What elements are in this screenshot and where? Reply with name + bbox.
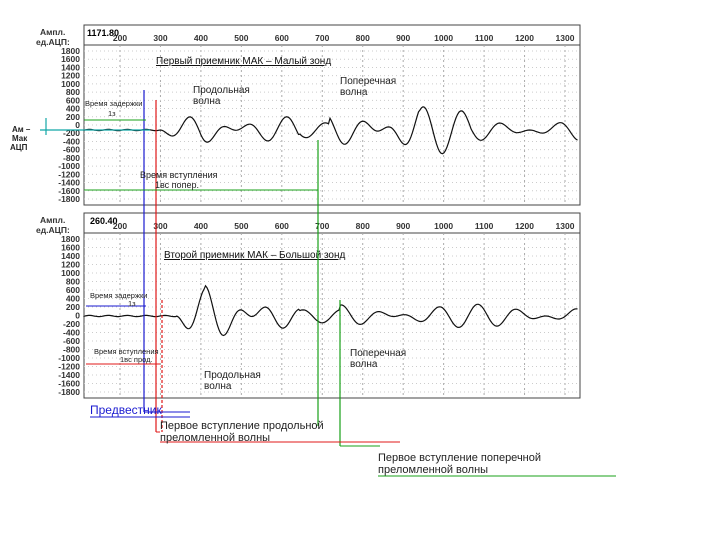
x-tick-label: 300	[153, 221, 168, 231]
y-tick-label: -1800	[58, 387, 80, 397]
y-tick-label: 200	[65, 302, 80, 312]
panel2-x-ticks	[113, 221, 575, 231]
y-tick-label: 1600	[61, 242, 80, 253]
y-tick-label: 1800	[61, 234, 80, 244]
panel1-y-ticks	[58, 46, 80, 204]
x-tick-label: 800	[355, 33, 370, 43]
panel2-header-unit: ед.АЦП:	[36, 225, 70, 235]
y-tick-label: 1000	[61, 268, 80, 278]
x-tick-label: 400	[193, 33, 209, 43]
y-tick-label: -800	[62, 344, 80, 355]
legend-p-wave	[160, 420, 324, 444]
y-tick-label: -1000	[58, 353, 80, 363]
panel2-grid	[84, 213, 580, 398]
y-tick-label: -1600	[58, 378, 80, 389]
y-tick-label: -1200	[58, 361, 80, 372]
y-tick-label: -400	[62, 136, 80, 147]
panel2-transverse-label: Поперечная волна	[350, 348, 407, 370]
y-tick-label: -1400	[58, 370, 80, 380]
x-tick-label: 900	[396, 221, 411, 231]
panel2-arrival-value: 1вс прод.	[120, 355, 153, 364]
x-tick-label: 300	[153, 33, 168, 43]
y-tick-label: 400	[65, 293, 80, 304]
panel2-arrival-label: Время вступления	[94, 347, 159, 356]
y-tick-label: -800	[62, 152, 80, 163]
panel1-header-amp: Ампл.	[40, 27, 66, 37]
legend-s-wave-line2: преломленной волны	[378, 464, 489, 476]
y-tick-label: 800	[65, 276, 80, 287]
y-tick-label: -1800	[58, 194, 80, 204]
legend-precursor	[90, 404, 162, 416]
x-tick-label: 500	[234, 33, 249, 43]
x-tick-label: 200	[112, 33, 128, 43]
y-tick-label: 0	[75, 310, 80, 321]
panel2-delay-label: Время задержки	[90, 291, 148, 300]
y-tick-label: 600	[65, 285, 80, 295]
x-tick-label: 400	[193, 221, 209, 231]
y-tick-label: -200	[62, 319, 80, 329]
panel2-longitudinal-label: Продольная волна	[204, 370, 261, 392]
y-tick-label: 1400	[61, 251, 80, 261]
y-tick-label: -600	[62, 144, 80, 155]
y-tick-label: -400	[62, 327, 80, 338]
x-tick-label: 600	[274, 221, 289, 231]
y-tick-label: 400	[65, 103, 80, 114]
y-tick-label: 1600	[61, 54, 80, 65]
x-tick-label: 1000	[434, 221, 454, 231]
panel1-arrival-label: Время вступления	[140, 170, 218, 180]
y-tick-label: 1800	[61, 46, 80, 56]
x-tick-label: 700	[315, 33, 330, 43]
x-tick-label: 1000	[434, 33, 454, 43]
panel1-value: 1171.80	[87, 28, 120, 38]
y-tick-label: -1400	[58, 177, 80, 188]
panel1-longitudinal-label: Продольная волна	[193, 85, 250, 107]
panel2-value: 260.40	[90, 216, 118, 226]
y-tick-label: 1200	[61, 70, 80, 81]
legend-p-wave-line1: Первое вступление продольной	[160, 420, 324, 432]
panel1-waveform	[84, 107, 578, 154]
panel1-delay-label: Время задержки	[85, 99, 143, 108]
panel2-waveform	[84, 286, 578, 336]
x-tick-label: 600	[274, 33, 289, 43]
legend-s-wave-line1: Первое вступление поперечной	[378, 452, 542, 464]
panel2-y-ticks	[58, 234, 80, 397]
x-tick-label: 900	[396, 33, 411, 43]
x-tick-label: 200	[112, 221, 128, 231]
panel1-side-label: Ам – Мак АЦП	[10, 125, 31, 152]
panel2-title: Второй приемник МАК – Большой зонд	[164, 250, 346, 261]
y-tick-label: 200	[65, 111, 80, 122]
x-tick-label: 1200	[515, 221, 535, 231]
y-tick-label: -1200	[58, 169, 80, 180]
panel1-title: Первый приемник МАК – Малый зонд	[156, 56, 332, 67]
legend-precursor-text: Предвестник	[90, 403, 162, 417]
panel1-arrival-value: 1вс попер.	[155, 180, 199, 190]
panel1-delay-value: 1з	[108, 109, 116, 118]
y-tick-label: 1200	[61, 259, 80, 270]
y-tick-label: -600	[62, 336, 80, 346]
panel1-header-unit: ед.АЦП:	[36, 37, 70, 47]
x-tick-label: 1300	[555, 221, 575, 231]
x-tick-label: 1200	[515, 33, 535, 43]
panel2-delay-value: 1з	[128, 299, 136, 308]
x-tick-label: 700	[315, 221, 330, 231]
y-tick-label: 800	[65, 87, 80, 98]
y-tick-label: -200	[62, 128, 80, 139]
y-tick-label: -1600	[58, 185, 80, 196]
x-tick-label: 1100	[474, 33, 494, 43]
x-tick-label: 800	[355, 221, 370, 231]
legend-s-wave	[378, 452, 541, 476]
y-tick-label: -1000	[58, 161, 80, 172]
x-tick-label: 1300	[555, 33, 575, 43]
y-tick-label: 600	[65, 95, 80, 106]
panel1-x-ticks	[113, 33, 575, 43]
y-tick-label: 1000	[61, 78, 80, 89]
panel1-transverse-label: Поперечная волна	[340, 76, 397, 98]
x-tick-label: 1100	[474, 221, 494, 231]
panel2-header-amp: Ампл.	[40, 215, 66, 225]
x-tick-label: 500	[234, 221, 249, 231]
legend-p-wave-line2: преломленной волны	[160, 432, 271, 444]
y-tick-label: 0	[75, 120, 80, 130]
y-tick-label: 1400	[61, 62, 80, 73]
